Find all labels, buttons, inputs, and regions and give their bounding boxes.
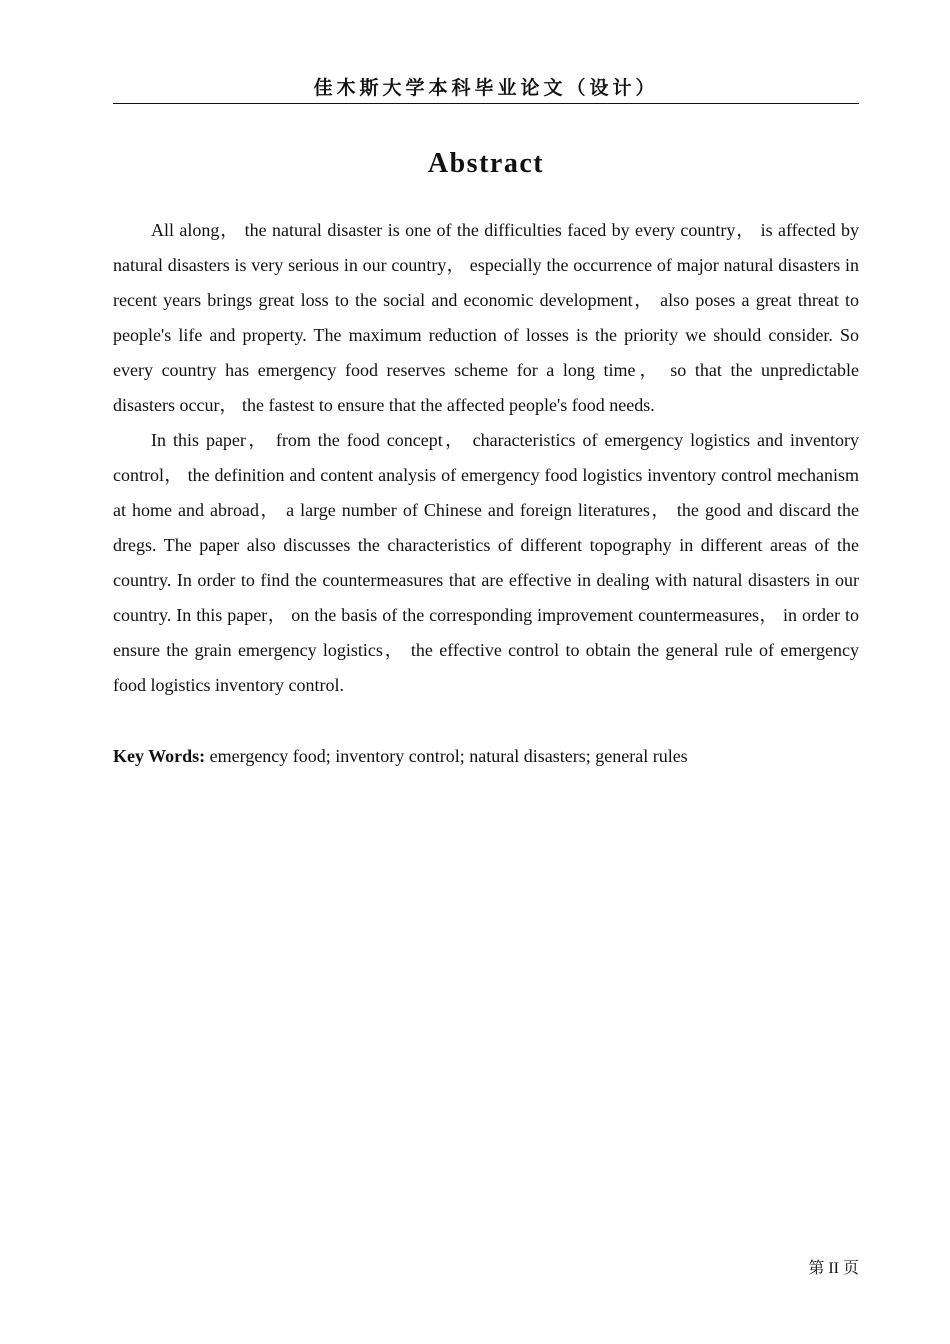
running-header: 佳木斯大学本科毕业论文（设计） (313, 77, 659, 99)
keywords-line (113, 739, 859, 774)
abstract-body (113, 213, 859, 703)
header-rule (113, 103, 859, 104)
page-number: 第 II 页 (808, 1260, 859, 1277)
keywords-text: emergency food; inventory control; natural disasters; general rules (209, 746, 688, 766)
abstract-paragraph: In this paper， from the food concept， characteristics of emergency logistics and inventory control， the definition and content analysis of emergency food logistics inventory control mechanism at home and abroad， a large number of Chinese and foreign literatures， the good and discard the dregs. The paper also discusses the characteristics of different topography in different areas of the country. In order to find the countermeasures that are effective in dealing with natural disasters in our country. In this paper， on the basis of the corresponding improvement countermeasures， in order to ensure the grain emergency logistics， the effective control to obtain the general rule of emergency food logistics inventory control. (113, 430, 859, 695)
abstract-title: Abstract (427, 148, 545, 179)
abstract-paragraph: All along， the natural disaster is one of the difficulties faced by every country， is affected by natural disasters is very serious in our country， especially the occurrence of major natural disasters in recent years brings great loss to the social and economic development， also poses a great threat to people's life and property. The maximum reduction of losses is the priority we should consider. So every country has emergency food reserves scheme for a long time， so that the unpredictable disasters occur， the fastest to ensure that the affected people's food needs. (113, 220, 859, 415)
keywords-label: Key Words: (113, 746, 206, 766)
